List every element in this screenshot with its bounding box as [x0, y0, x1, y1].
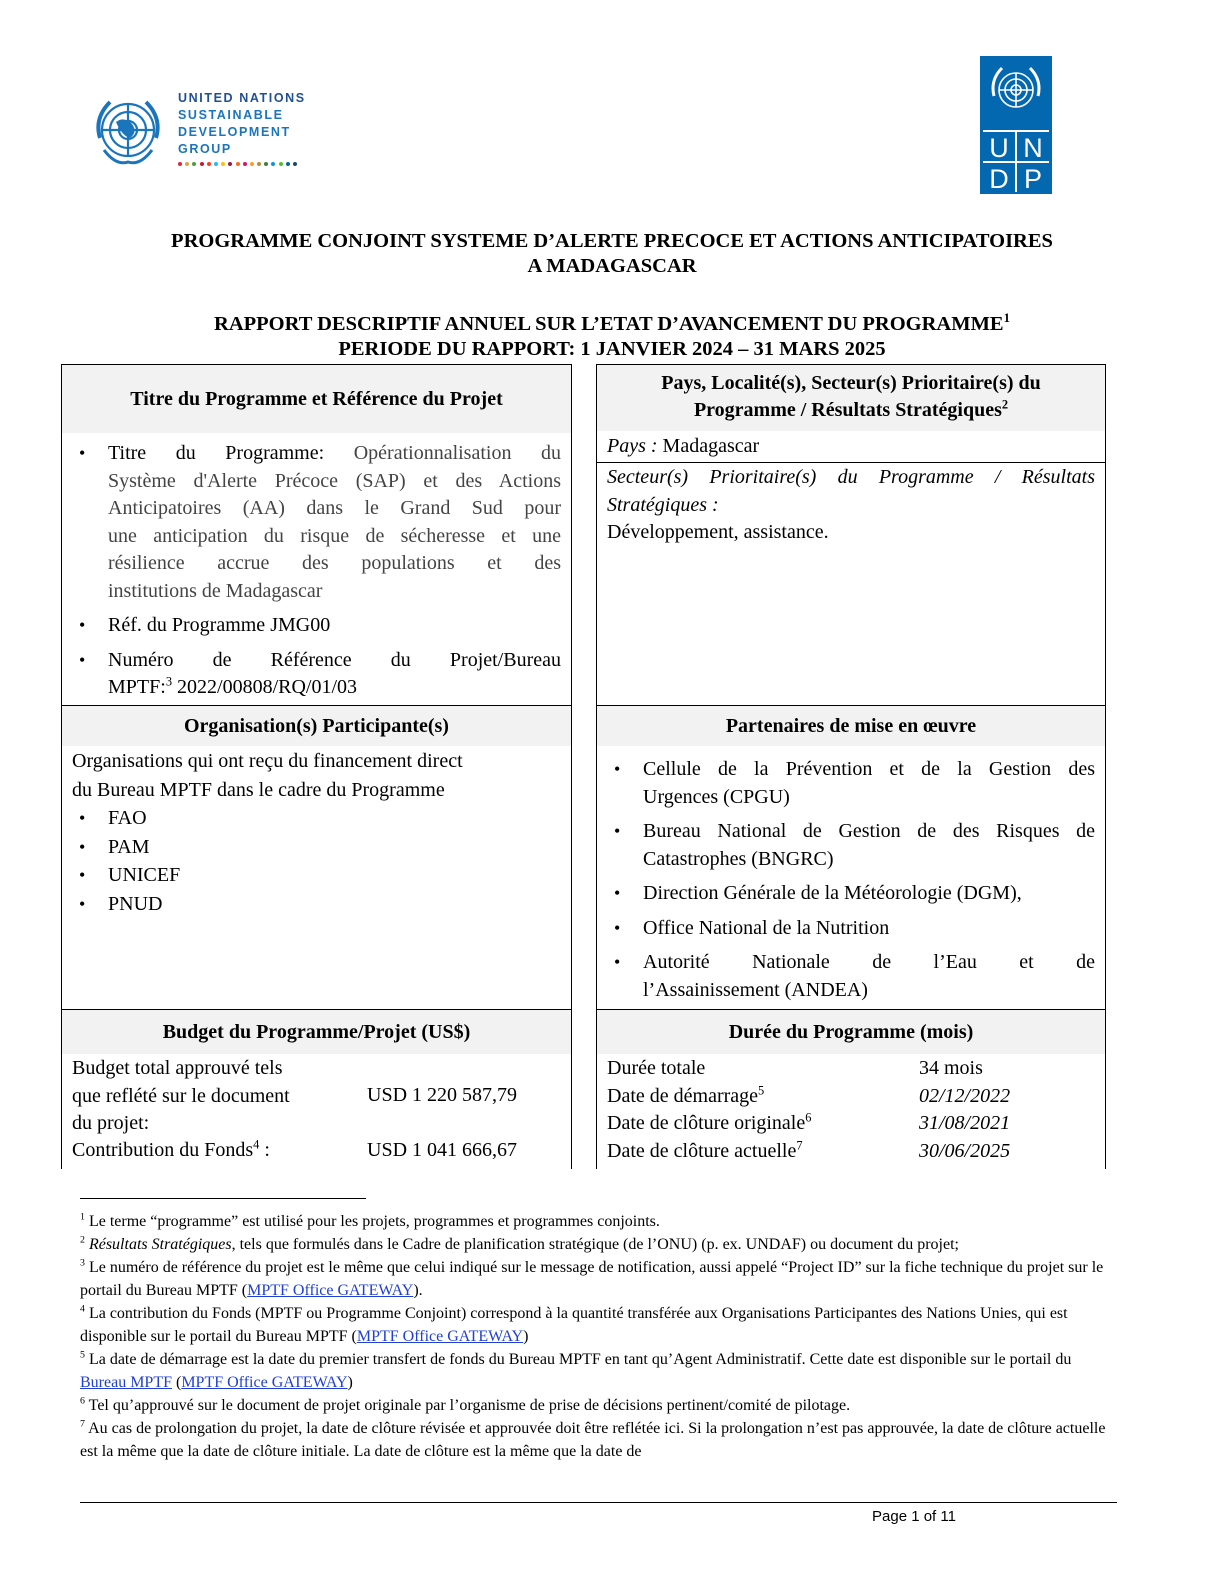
sdg-dot: [293, 162, 297, 166]
org-item-pnud: • PNUD: [72, 890, 561, 919]
footnote-4: $^4$ La contribution du Fonds (MPTF ou Programme Conjoint) correspond à la quantité transférée aux Organisations Participantes des Nations Unies, qui est disponible sur le portail du Bureau MPTF (MPTF Office GATEWAY): [80, 1303, 1068, 1345]
fund-contribution-value: USD 1 041 666,67: [367, 1139, 518, 1161]
undp-letter-p: P: [1023, 164, 1043, 194]
footnotes: [80, 1210, 1120, 1463]
footer-rule: [80, 1502, 1117, 1503]
un-emblem-icon: [86, 88, 170, 172]
secteur-value: Développement, assistance.: [607, 521, 829, 543]
sdg-dot: [271, 162, 275, 166]
sdg-dot: [221, 162, 225, 166]
org-item-fao: • FAO: [72, 804, 561, 833]
budget-box: [61, 1009, 572, 1169]
sdg-dot: [279, 162, 283, 166]
budget-total-value: USD 1 220 587,79: [367, 1084, 518, 1106]
duration-box: [596, 1009, 1106, 1169]
org-item-unicef: • UNICEF: [72, 861, 561, 890]
duration-box-header: Durée du Programme (mois): [597, 1010, 1105, 1054]
duration-row-total: Durée totale 34 mois: [607, 1057, 983, 1079]
unsdg-logo: [86, 86, 326, 176]
orgs-box: [61, 705, 572, 1010]
budget-total-label: Budget total approuvé tels que reflété sur le document du projet:: [72, 1057, 290, 1134]
unsdg-wordmark: UNITED NATIONS SUSTAINABLE DEVELOPMENT GROUP: [178, 91, 306, 156]
duration-row-start: Date de démarrage$^5$ 02/12/2022: [607, 1082, 1011, 1107]
country-box-header: Pays, Localité(s), Secteur(s) Prioritaire(s) du Programme / Résultats Stratégiques$^2$: [597, 365, 1105, 431]
partners-box-header: Partenaires de mise en œuvre: [597, 706, 1105, 746]
footnote-7: $^7$ Au cas de prolongation du projet, la date de clôture révisée et approuvée doit être reflétée ici. Si la prolongation n’est pas approuvée, la date de clôture actuelle est la même que la date de clôture initiale. La date de clôture est la même que la date de: [80, 1418, 1106, 1460]
page-number: Page 1 of 11: [872, 1508, 956, 1525]
programme-title: PROGRAMME CONJOINT SYSTEME D’ALERTE PRECOCE ET ACTIONS ANTICIPATOIRES A MADAGASCAR: [171, 230, 1053, 277]
orgs-intro: Organisations qui ont reçu du financement direct du Bureau MPTF dans le cadre du Programme: [72, 750, 463, 801]
orgs-box-header: Organisation(s) Participante(s): [62, 706, 571, 746]
footnote-5: $^5$ La date de démarrage est la date du premier transfert de fonds du Bureau MPTF en tant qu’Agent Administratif. Cette date est disponible sur le portail du Bureau MPTF (MPTF Office GATEWAY): [80, 1349, 1072, 1391]
footnote-3: $^3$ Le numéro de référence du projet est le même que celui indiqué sur le message de notification, aussi appelé “Project ID” sur la fiche technique du projet sur le portail du Bureau MPTF (MPTF Office GATEWAY).: [80, 1257, 1104, 1299]
sdg-dot: [286, 162, 290, 166]
undp-letter-u: U: [989, 133, 1009, 163]
budget-box-header: Budget du Programme/Projet (US$): [62, 1010, 571, 1054]
mptf-gateway-link[interactable]: MPTF Office GATEWAY: [247, 1282, 414, 1299]
project-ref-item: • Numéro de Référence du Projet/Bureau MPTF:$^3$ 2022/00808/RQ/01/03: [72, 647, 561, 702]
sdg-dot: [207, 162, 211, 166]
programme-box-header: Titre du Programme et Référence du Projet: [62, 365, 571, 433]
sdg-dot: [264, 162, 268, 166]
fund-contribution-label: Contribution du Fonds$^4$ :: [72, 1137, 270, 1161]
secteur-field: Secteur(s) Prioritaire(s) du Programme / Résultats Stratégiques : Développement, assistance.: [607, 464, 1095, 547]
footnote-2: $^2$ Résultats Stratégiques, tels que formulés dans le Cadre de planification stratégique (de l’ONU) (p. ex. UNDAF) ou document du projet;: [80, 1234, 959, 1253]
sdg-color-dots: [178, 162, 297, 166]
partner-item-dgm: • Direction Générale de la Météorologie (DGM),: [607, 880, 1095, 908]
undp-letter-d: D: [989, 164, 1009, 194]
undp-letter-n: N: [1023, 133, 1043, 163]
report-title: RAPPORT DESCRIPTIF ANNUEL SUR L’ETAT D’AVANCEMENT DU PROGRAMME$^1$ PERIODE DU RAPPORT: 1 JANVIER 2024 – 31 MARS 2025: [60, 312, 1164, 362]
sdg-dot: [185, 162, 189, 166]
sdg-dot: [228, 162, 232, 166]
partner-item-bngrc: • Bureau National de Gestion de des Risques de Catastrophes (BNGRC): [607, 818, 1095, 873]
undp-logo: [980, 56, 1052, 194]
partner-item-andea: • Autorité Nationale de l’Eau et de l’Assainissement (ANDEA): [607, 949, 1095, 1004]
footnote-6: $^6$ Tel qu’approuvé sur le document de projet originale par l’organisme de prise de décisions pertinent/comité de pilotage.: [80, 1395, 851, 1414]
mptf-gateway-link[interactable]: MPTF Office GATEWAY: [356, 1328, 524, 1345]
report-period: PERIODE DU RAPPORT: 1 JANVIER 2024 – 31 MARS 2025: [338, 338, 886, 360]
partner-item-onn: • Office National de la Nutrition: [607, 915, 1095, 943]
programme-title-item: • Titre du Programme: Opérationnalisation du Système d'Alerte Précoce (SAP) et des Actions Anticipatoires (AA) dans le Grand Sud pour une anticipation du risque de sécheresse et une résilience accrue des populations et des institutions de Madagascar: [72, 440, 561, 605]
partners-box: [596, 705, 1106, 1010]
sdg-dot: [257, 162, 261, 166]
sdg-dot: [236, 162, 240, 166]
programme-box: [61, 364, 572, 706]
sdg-dot: [243, 162, 247, 166]
sdg-dot: [250, 162, 254, 166]
sdg-dot: [192, 162, 196, 166]
footnote-separator: [80, 1198, 366, 1199]
mptf-gateway-link[interactable]: MPTF Office GATEWAY: [181, 1374, 348, 1391]
bureau-mptf-link[interactable]: Bureau MPTF: [80, 1374, 172, 1391]
sdg-dot: [178, 162, 182, 166]
sdg-dot: [214, 162, 218, 166]
sdg-dot: [200, 162, 204, 166]
programme-ref-item: • Réf. du Programme JMG00: [72, 612, 561, 640]
org-item-pam: • PAM: [72, 833, 561, 862]
country-box: [596, 364, 1106, 706]
pays-field: Pays : Madagascar: [607, 435, 760, 457]
duration-row-original-end: Date de clôture originale$^6$ 31/08/2021: [607, 1110, 1011, 1134]
footnote-1: $^1$ Le terme “programme” est utilisé pour les projets, programmes et programmes conjoints.: [80, 1211, 660, 1230]
duration-row-current-end: Date de clôture actuelle$^7$ 30/06/2025: [607, 1137, 1011, 1162]
partner-item-cpgu: • Cellule de la Prévention et de la Gestion des Urgences (CPGU): [607, 756, 1095, 811]
